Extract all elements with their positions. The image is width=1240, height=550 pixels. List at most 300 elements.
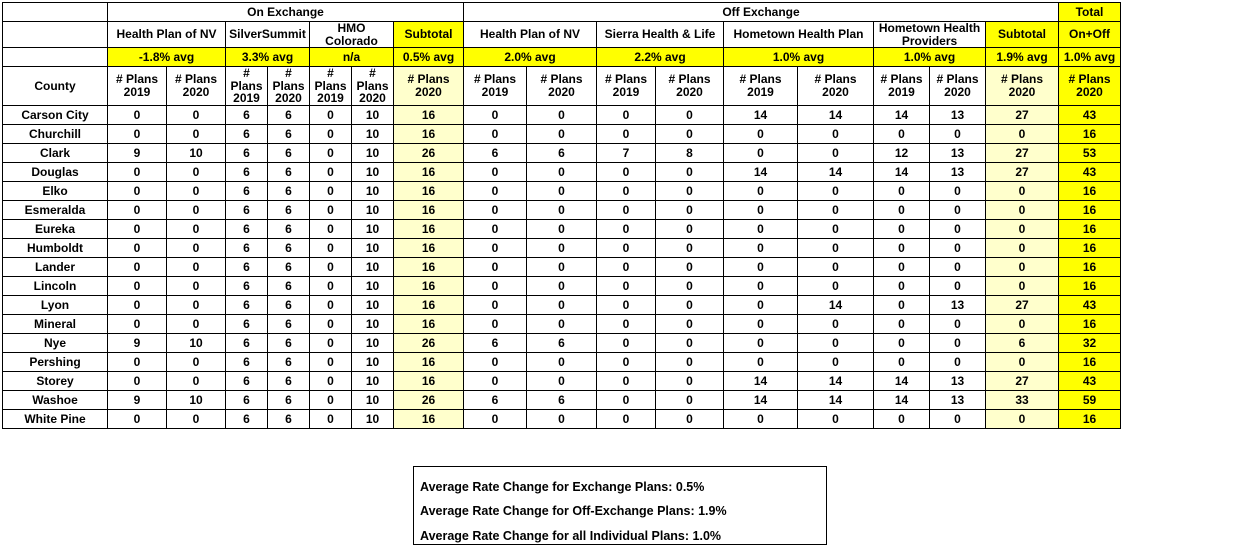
carrier-on-hmo-colorado: HMO Colorado — [310, 22, 394, 48]
data-cell: 0 — [167, 371, 226, 390]
data-cell: 10 — [167, 390, 226, 409]
table-row — [3, 238, 1121, 257]
data-cell: 0 — [108, 238, 167, 257]
header-off-subtotal-2020 — [986, 67, 1059, 106]
data-cell: 0 — [310, 276, 352, 295]
data-cell: 0 — [527, 314, 597, 333]
data-cell: 0 — [986, 200, 1059, 219]
data-cell: 27 — [986, 143, 1059, 162]
data-cell: 6 — [527, 143, 597, 162]
county-name-cell: Clark — [3, 143, 108, 162]
data-cell: 0 — [798, 276, 874, 295]
data-cell: 0 — [527, 162, 597, 181]
data-cell: 0 — [108, 409, 167, 428]
data-cell: 0 — [464, 162, 527, 181]
header-label: # Plans — [1000, 72, 1044, 87]
data-cell: 0 — [930, 124, 986, 143]
data-cell: 0 — [464, 276, 527, 295]
data-cell: 0 — [597, 238, 656, 257]
group-title-row — [3, 3, 1121, 22]
data-cell: 6 — [268, 390, 310, 409]
data-cell: 0 — [310, 390, 352, 409]
data-cell: 26 — [394, 333, 464, 352]
header-year: 2020 — [1076, 85, 1103, 100]
data-cell: 6 — [268, 257, 310, 276]
county-name-cell: Esmeralda — [3, 200, 108, 219]
data-cell: 6 — [268, 124, 310, 143]
data-cell: 16 — [1059, 257, 1121, 276]
header-label: # Plans — [668, 72, 711, 87]
data-cell: 0 — [656, 371, 724, 390]
data-cell: 16 — [394, 219, 464, 238]
data-cell: 0 — [464, 124, 527, 143]
data-cell: 0 — [310, 200, 352, 219]
data-cell: 14 — [798, 105, 874, 124]
carrier-off-health-plan-nv: Health Plan of NV — [464, 22, 597, 48]
header-year: 2020 — [822, 85, 849, 100]
column-header-row — [3, 67, 1121, 106]
avg-off-hometown-health-providers: 1.0% avg — [874, 48, 986, 67]
header-on-silversummit-2019 — [226, 67, 268, 106]
data-cell: 0 — [724, 238, 798, 257]
table-row — [3, 352, 1121, 371]
data-cell: 0 — [167, 219, 226, 238]
data-cell: 16 — [1059, 352, 1121, 371]
header-label: # Plans — [1068, 72, 1111, 87]
data-cell: 0 — [930, 181, 986, 200]
data-cell: 0 — [656, 409, 724, 428]
data-cell: 14 — [798, 162, 874, 181]
data-cell: 0 — [464, 219, 527, 238]
data-cell: 6 — [226, 162, 268, 181]
data-cell: 0 — [656, 124, 724, 143]
data-cell: 0 — [310, 105, 352, 124]
data-cell: 10 — [352, 105, 394, 124]
data-cell: 0 — [597, 276, 656, 295]
data-cell: 0 — [167, 162, 226, 181]
data-cell: 0 — [724, 352, 798, 371]
data-cell: 0 — [874, 333, 930, 352]
data-cell: 0 — [108, 181, 167, 200]
data-cell: 0 — [656, 333, 724, 352]
data-cell: 13 — [930, 295, 986, 314]
data-cell: 0 — [310, 181, 352, 200]
avg-on-hmo-colorado: n/a — [310, 48, 394, 67]
county-name-cell: Pershing — [3, 352, 108, 371]
table-row — [3, 371, 1121, 390]
data-cell: 0 — [798, 257, 874, 276]
county-name-cell: Carson City — [3, 105, 108, 124]
data-cell: 0 — [597, 257, 656, 276]
data-cell: 27 — [986, 105, 1059, 124]
county-name-cell: White Pine — [3, 409, 108, 428]
data-cell: 0 — [310, 371, 352, 390]
data-cell: 16 — [394, 276, 464, 295]
data-cell: 6 — [527, 390, 597, 409]
data-cell: 0 — [167, 257, 226, 276]
data-cell: 10 — [352, 143, 394, 162]
header-label: # Plans — [880, 72, 923, 87]
data-cell: 0 — [798, 181, 874, 200]
data-cell: 10 — [352, 257, 394, 276]
data-cell: 0 — [874, 276, 930, 295]
data-cell: 43 — [1059, 295, 1121, 314]
data-cell: 0 — [527, 276, 597, 295]
data-cell: 14 — [798, 295, 874, 314]
data-cell: 6 — [268, 162, 310, 181]
data-cell: 0 — [464, 200, 527, 219]
data-cell: 7 — [597, 143, 656, 162]
table-row — [3, 162, 1121, 181]
data-cell: 6 — [986, 333, 1059, 352]
data-cell: 10 — [352, 409, 394, 428]
data-cell: 0 — [798, 352, 874, 371]
data-cell: 0 — [724, 124, 798, 143]
data-cell: 0 — [310, 162, 352, 181]
data-cell: 0 — [656, 181, 724, 200]
data-cell: 6 — [268, 143, 310, 162]
data-cell: 0 — [108, 219, 167, 238]
data-cell: 0 — [724, 276, 798, 295]
carrier-total-on-off: On+Off — [1059, 22, 1121, 48]
county-name-cell: Lincoln — [3, 276, 108, 295]
data-cell: 26 — [394, 143, 464, 162]
data-cell: 0 — [656, 390, 724, 409]
header-label: # Plans — [540, 72, 583, 87]
data-cell: 0 — [656, 162, 724, 181]
data-cell: 0 — [527, 257, 597, 276]
data-cell: 9 — [108, 333, 167, 352]
table-body — [3, 105, 1121, 428]
data-cell: 0 — [108, 162, 167, 181]
data-cell: 0 — [930, 238, 986, 257]
data-cell: 0 — [597, 200, 656, 219]
table-row — [3, 181, 1121, 200]
header-year: 2020 — [944, 85, 971, 100]
data-cell: 0 — [597, 105, 656, 124]
data-cell: 0 — [656, 105, 724, 124]
data-cell: 0 — [986, 409, 1059, 428]
data-cell: 0 — [798, 124, 874, 143]
data-cell: 6 — [226, 295, 268, 314]
data-cell: 16 — [394, 371, 464, 390]
county-name-cell: Churchill — [3, 124, 108, 143]
header-year: 2019 — [481, 85, 509, 100]
data-cell: 0 — [167, 409, 226, 428]
data-cell: 0 — [798, 314, 874, 333]
data-cell: 0 — [930, 200, 986, 219]
data-cell: 0 — [930, 333, 986, 352]
data-cell: 0 — [930, 314, 986, 333]
avg-off-health-plan-nv: 2.0% avg — [464, 48, 597, 67]
carrier-on-silversummit: SilverSummit — [226, 22, 310, 48]
county-name-cell: Mineral — [3, 314, 108, 333]
data-cell: 6 — [226, 276, 268, 295]
header-year: 2020 — [182, 85, 210, 100]
carrier-row-blank — [3, 22, 108, 48]
data-cell: 0 — [597, 409, 656, 428]
data-cell: 8 — [656, 143, 724, 162]
table-row — [3, 295, 1121, 314]
data-cell: 0 — [798, 219, 874, 238]
data-cell: 0 — [656, 219, 724, 238]
data-cell: 10 — [352, 371, 394, 390]
data-cell: 10 — [352, 390, 394, 409]
data-cell: 0 — [986, 314, 1059, 333]
data-cell: 0 — [464, 257, 527, 276]
data-cell: 6 — [268, 409, 310, 428]
data-cell: 10 — [352, 219, 394, 238]
data-cell: 0 — [986, 181, 1059, 200]
data-cell: 6 — [226, 143, 268, 162]
header-label: # Plans — [174, 72, 218, 87]
data-cell: 0 — [464, 105, 527, 124]
data-cell: 6 — [268, 181, 310, 200]
data-cell: 16 — [394, 257, 464, 276]
data-cell: 0 — [798, 238, 874, 257]
data-cell: 0 — [310, 409, 352, 428]
data-cell: 0 — [986, 352, 1059, 371]
average-row-blank — [3, 48, 108, 67]
data-cell: 6 — [226, 314, 268, 333]
data-cell: 0 — [464, 352, 527, 371]
data-cell: 10 — [352, 181, 394, 200]
data-cell: 16 — [394, 162, 464, 181]
header-on-hmocolorado-2019 — [310, 67, 352, 106]
data-cell: 0 — [724, 295, 798, 314]
data-cell: 0 — [656, 276, 724, 295]
data-cell: 10 — [352, 352, 394, 371]
data-cell: 0 — [724, 143, 798, 162]
data-cell: 12 — [874, 143, 930, 162]
header-label: # Plans — [473, 72, 517, 87]
county-name-cell: Elko — [3, 181, 108, 200]
data-cell: 0 — [167, 295, 226, 314]
data-cell: 6 — [226, 200, 268, 219]
table-row — [3, 124, 1121, 143]
data-cell: 14 — [798, 390, 874, 409]
carrier-on-health-plan-nv: Health Plan of NV — [108, 22, 226, 48]
data-cell: 6 — [226, 219, 268, 238]
group-title-on-exchange: On Exchange — [108, 3, 464, 22]
header-on-hpnv-2019 — [108, 67, 167, 106]
data-cell: 0 — [656, 238, 724, 257]
data-cell: 27 — [986, 162, 1059, 181]
data-cell: 16 — [394, 124, 464, 143]
data-cell: 10 — [352, 200, 394, 219]
data-cell: 0 — [310, 124, 352, 143]
table-row — [3, 219, 1121, 238]
data-cell: 0 — [656, 352, 724, 371]
avg-off-sierra-health-life: 2.2% avg — [597, 48, 724, 67]
data-cell: 0 — [597, 219, 656, 238]
data-cell: 27 — [986, 371, 1059, 390]
data-cell: 0 — [108, 371, 167, 390]
data-cell: 0 — [874, 181, 930, 200]
data-cell: 6 — [226, 238, 268, 257]
header-on-subtotal-2020 — [394, 67, 464, 106]
data-cell: 0 — [798, 200, 874, 219]
county-name-cell: Douglas — [3, 162, 108, 181]
county-name-cell: Humboldt — [3, 238, 108, 257]
data-cell: 6 — [268, 314, 310, 333]
data-cell: 0 — [167, 200, 226, 219]
data-cell: 6 — [268, 295, 310, 314]
data-cell: 16 — [1059, 276, 1121, 295]
data-cell: 16 — [394, 352, 464, 371]
data-cell: 10 — [352, 162, 394, 181]
header-county: County — [3, 67, 108, 106]
data-cell: 10 — [167, 143, 226, 162]
table-row — [3, 390, 1121, 409]
data-cell: 0 — [310, 295, 352, 314]
header-on-hmocolorado-2020 — [352, 67, 394, 106]
data-cell: 0 — [656, 295, 724, 314]
data-cell: 0 — [108, 200, 167, 219]
data-cell: 16 — [394, 181, 464, 200]
data-cell: 0 — [310, 257, 352, 276]
data-cell: 6 — [268, 352, 310, 371]
data-cell: 0 — [986, 238, 1059, 257]
header-label: # Plans — [604, 72, 648, 87]
carrier-off-sierra-health-life: Sierra Health & Life — [597, 22, 724, 48]
data-cell: 0 — [798, 409, 874, 428]
data-cell: 6 — [464, 143, 527, 162]
data-cell: 0 — [108, 276, 167, 295]
data-cell: 0 — [527, 295, 597, 314]
data-cell: 14 — [874, 105, 930, 124]
data-cell: 13 — [930, 371, 986, 390]
data-cell: 0 — [798, 333, 874, 352]
header-year: 2019 — [123, 85, 151, 100]
data-cell: 13 — [930, 390, 986, 409]
data-cell: 6 — [226, 352, 268, 371]
data-cell: 43 — [1059, 162, 1121, 181]
data-cell: 13 — [930, 162, 986, 181]
data-cell: 0 — [930, 409, 986, 428]
county-name-cell: Washoe — [3, 390, 108, 409]
data-cell: 6 — [464, 333, 527, 352]
data-cell: 6 — [226, 409, 268, 428]
data-cell: 0 — [874, 238, 930, 257]
header-off-sierra-2020 — [656, 67, 724, 106]
data-cell: 59 — [1059, 390, 1121, 409]
header-year: 2020 — [676, 85, 703, 100]
data-cell: 14 — [874, 390, 930, 409]
data-cell: 0 — [527, 352, 597, 371]
header-label: # Plans — [739, 72, 782, 87]
data-cell: 0 — [986, 124, 1059, 143]
data-cell: 0 — [930, 276, 986, 295]
data-cell: 16 — [394, 200, 464, 219]
data-cell: 0 — [724, 333, 798, 352]
header-year: 2019 — [888, 85, 915, 100]
table-row — [3, 314, 1121, 333]
data-cell: 10 — [352, 124, 394, 143]
data-cell: 0 — [874, 295, 930, 314]
data-cell: 0 — [167, 124, 226, 143]
data-cell: 16 — [1059, 238, 1121, 257]
header-label: # Plans — [272, 66, 305, 93]
data-cell: 16 — [394, 105, 464, 124]
data-cell: 0 — [108, 314, 167, 333]
data-cell: 0 — [874, 409, 930, 428]
data-cell: 6 — [527, 333, 597, 352]
header-label: # Plans — [356, 66, 389, 93]
data-cell: 6 — [268, 238, 310, 257]
data-cell: 0 — [464, 295, 527, 314]
data-cell: 6 — [226, 333, 268, 352]
avg-on-silversummit: 3.3% avg — [226, 48, 310, 67]
data-cell: 14 — [874, 371, 930, 390]
data-cell: 0 — [108, 352, 167, 371]
data-cell: 16 — [1059, 200, 1121, 219]
data-cell: 6 — [226, 371, 268, 390]
data-cell: 0 — [464, 181, 527, 200]
header-year: 2020 — [275, 91, 302, 106]
data-cell: 0 — [597, 390, 656, 409]
data-cell: 16 — [394, 238, 464, 257]
header-off-hhproviders-2020 — [930, 67, 986, 106]
data-cell: 10 — [352, 295, 394, 314]
data-cell: 33 — [986, 390, 1059, 409]
data-cell: 0 — [310, 143, 352, 162]
carrier-off-subtotal: Subtotal — [986, 22, 1059, 48]
data-cell: 0 — [874, 200, 930, 219]
data-cell: 0 — [310, 333, 352, 352]
data-cell: 53 — [1059, 143, 1121, 162]
header-year: 2020 — [415, 85, 442, 100]
data-cell: 0 — [724, 200, 798, 219]
data-cell: 0 — [167, 314, 226, 333]
data-cell: 14 — [874, 162, 930, 181]
header-year: 2020 — [548, 85, 575, 100]
data-cell: 6 — [268, 200, 310, 219]
data-cell: 27 — [986, 295, 1059, 314]
data-cell: 0 — [527, 219, 597, 238]
county-name-cell: Storey — [3, 371, 108, 390]
data-cell: 6 — [268, 371, 310, 390]
data-cell: 0 — [724, 257, 798, 276]
data-cell: 0 — [464, 314, 527, 333]
data-cell: 9 — [108, 390, 167, 409]
data-cell: 43 — [1059, 105, 1121, 124]
data-cell: 0 — [724, 219, 798, 238]
data-cell: 13 — [930, 105, 986, 124]
corner-blank — [3, 3, 108, 22]
data-cell: 6 — [268, 219, 310, 238]
data-cell: 0 — [464, 238, 527, 257]
data-cell: 6 — [268, 333, 310, 352]
data-cell: 14 — [724, 162, 798, 181]
data-cell: 0 — [527, 409, 597, 428]
data-cell: 6 — [226, 124, 268, 143]
header-off-hhplan-2019 — [724, 67, 798, 106]
data-cell: 32 — [1059, 333, 1121, 352]
data-cell: 10 — [352, 238, 394, 257]
data-cell: 26 — [394, 390, 464, 409]
data-cell: 0 — [874, 257, 930, 276]
data-cell: 0 — [527, 181, 597, 200]
note-line-off-exchange: Average Rate Change for Off-Exchange Plans: 1.9% — [420, 504, 727, 519]
county-name-cell: Eureka — [3, 219, 108, 238]
data-cell: 16 — [1059, 409, 1121, 428]
group-title-off-exchange: Off Exchange — [464, 3, 1059, 22]
data-cell: 6 — [226, 390, 268, 409]
data-cell: 0 — [874, 314, 930, 333]
data-cell: 9 — [108, 143, 167, 162]
data-cell: 0 — [310, 314, 352, 333]
